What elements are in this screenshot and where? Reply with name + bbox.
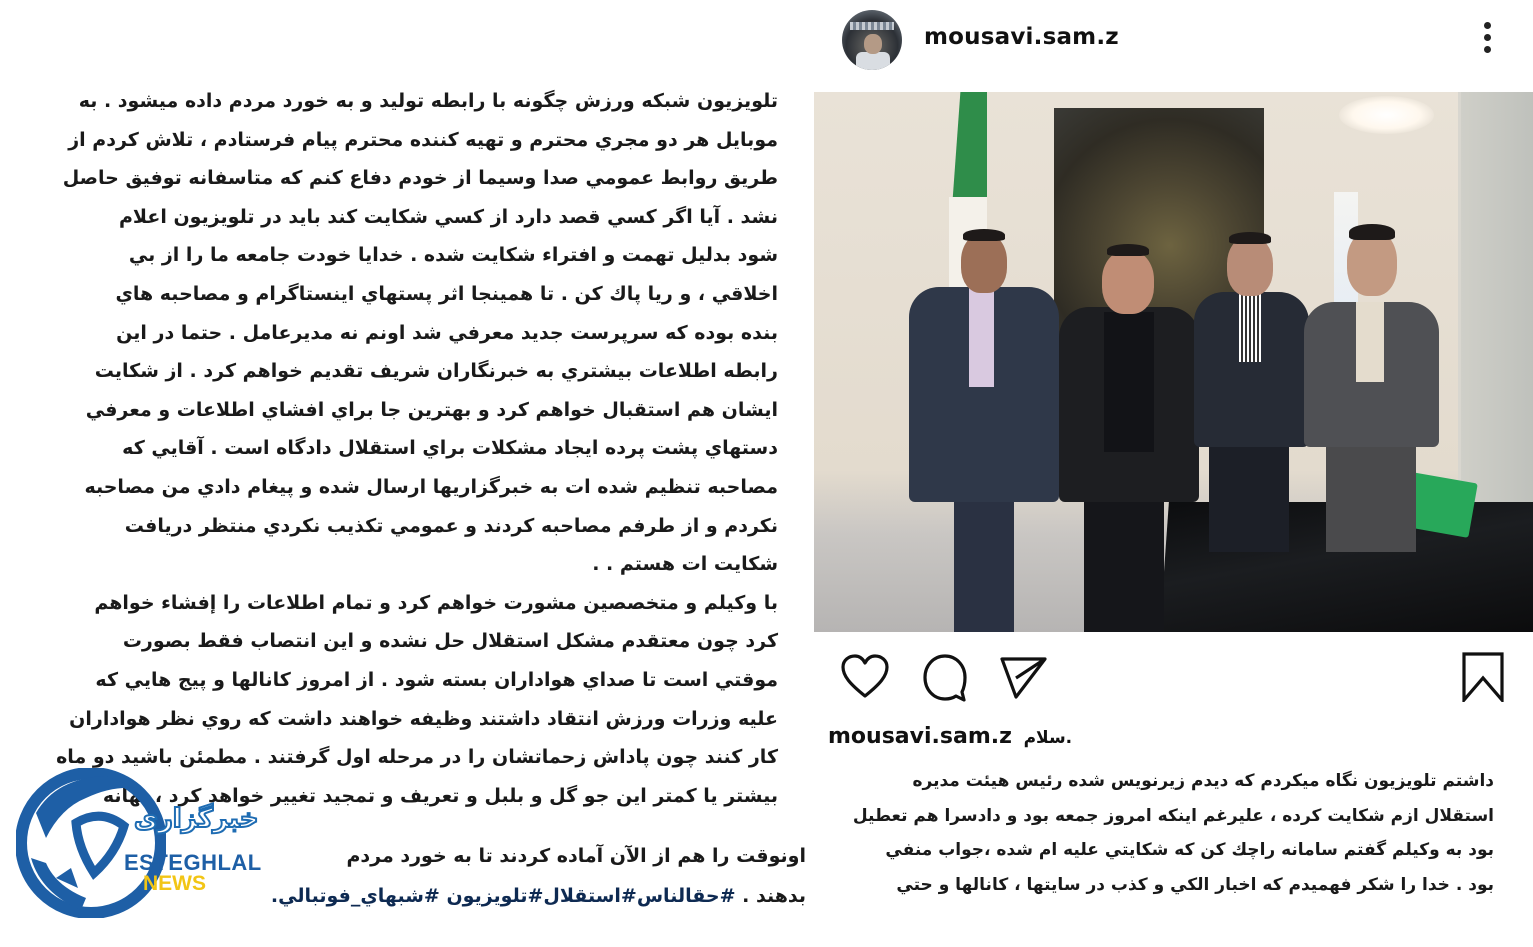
text-line: اونوقت را هم از الآن آماده كردند تا به خورد مردم — [346, 845, 806, 867]
text-line: نشد . آيا اگر كسي قصد دارد از كسي شكايت كند بايد در تلويزيون اعلام — [118, 205, 778, 228]
like-button[interactable] — [840, 654, 890, 700]
text-line: طريق روابط عمومي صدا وسيما از خودم دفاع كنم كه متاسفانه توفيق حاصل — [62, 167, 778, 190]
text-line: با وكيلم و متخصصين مشورت خواهم كرد و تمام اطلاعات را إفشاء خواهم — [94, 591, 778, 614]
caption-continuation — [56, 82, 778, 815]
more-options-button[interactable] — [1474, 22, 1500, 58]
photo-person — [909, 227, 1059, 632]
logo-title: ESTEGHLAL — [124, 850, 262, 875]
photo-person — [1304, 222, 1439, 552]
text-line: تلويزيون شبكه ورزش چگونه با رابطه توليد و به خورد مردم داده ميشود . به — [78, 90, 778, 112]
text-line: اخلاقي ، و ريا پاك كن . تا همينجا اثر پستهاي اينستاگرام و مصاحبه هاي — [115, 282, 778, 305]
post-actions — [814, 640, 1533, 720]
caption-tail — [270, 836, 806, 916]
more-vertical-icon — [1484, 22, 1491, 29]
text-line: كار كنند چون پاداش زحماتشان را در مرحله اول گرفتند . مطمئن باشيد دو ماه — [56, 746, 778, 769]
text-line: شود بدليل تهمت و افتراء شكايت شده . خدايا خودت جامعه ما را از بي — [128, 244, 778, 267]
text-line: عليه وزرات ورزش انتقاد داشتند وظيفه خواهند داشت كه روي نظر هواداران — [69, 707, 778, 730]
avatar-face — [864, 34, 882, 54]
comment-button[interactable] — [922, 654, 970, 702]
logo-persian-label: خبرگزاری — [134, 804, 259, 834]
more-dot — [1484, 46, 1491, 53]
heart-icon — [840, 654, 890, 700]
logo-subtitle: NEWS — [143, 872, 206, 895]
caption-line: استقلال ازم شكايت كرده ، عليرغم اينكه امروز جمعه بود و دادسرا هم تعطيل — [852, 805, 1494, 826]
text-line: شكايت ات هستم . . — [592, 553, 778, 576]
text-line: رابطه اطلاعات بيشتري به خبرنگاران شريف تقديم خواهم كرد . از شكايت — [94, 360, 778, 383]
photo-person — [1059, 242, 1199, 632]
hashtags[interactable]: #حقالناس#استقلال#تلويزيون #شبهاي_فوتبالي. — [270, 885, 736, 907]
caption-line: بود به وكيلم گفتم سامانه راچك كن كه شكايتي عليه ام شده ،جواب منفي — [885, 840, 1494, 860]
caption-greeting: سلام. — [1023, 728, 1073, 748]
avatar-bg — [850, 22, 894, 30]
post-photo[interactable] — [814, 92, 1533, 632]
hashtag-line — [270, 876, 806, 916]
text-line: كرد چون معتقدم مشكل استقلال حل نشده و اين انتصاب فقط بصورت — [122, 630, 778, 653]
text-line: دستهاي پشت پرده ايجاد مشكلات براي استقلال دادگاه است . آقايي كه — [122, 437, 778, 460]
save-button[interactable] — [1462, 652, 1504, 702]
avatar[interactable] — [842, 10, 902, 70]
photo-person — [1194, 232, 1309, 552]
text-line: مصاحبه تنظيم شده ات به خبرگزاريها ارسال شده و پيغام دادي من مصاحبه — [84, 475, 778, 498]
comment-icon — [922, 654, 970, 702]
text-line: موقتي است تا صداي هواداران بسته شود . از امروز كانالها و پيج هايي كه — [95, 668, 778, 691]
avatar-shirt — [856, 52, 890, 70]
more-dot — [1484, 34, 1491, 41]
text-line: بنده بوده كه سرپرست جديد معرفي شد اونم نه مديرعامل . حتما در اين — [116, 321, 778, 344]
instagram-post — [814, 0, 1533, 947]
caption-header — [828, 724, 1072, 749]
caption-username-link[interactable]: mousavi.sam.z — [828, 724, 1012, 749]
photo-light — [1339, 96, 1434, 134]
text-line: موبايل هر دو مجري محترم و تهيه كننده محترم پيام فرستادم ، تلاش كردم از — [68, 128, 778, 151]
username-link[interactable]: mousavi.sam.z — [924, 24, 1119, 50]
post-caption — [828, 764, 1494, 902]
text-line: نكردم و از طرفم مصاحبه كردند و عمومي تكذيب نكردي منتظر دريافت — [124, 514, 778, 537]
text-line: ايشان هم استقبال خواهم كرد و بهترين جا براي افشاي اطلاعات و معرفي — [85, 398, 778, 421]
esteghlal-news-logo — [16, 768, 262, 918]
caption-line: داشتم تلويزيون نگاه ميكردم كه ديدم زيرنويس شده رئيس هيئت مديره — [912, 771, 1494, 791]
bookmark-icon — [1462, 652, 1504, 702]
text-line: بيشتر يا كمتر اين جو گل و بلبل و تعريف و تمجيد تغيير خواهد كرد ، بهانه — [102, 784, 778, 807]
share-button[interactable] — [1000, 656, 1048, 700]
caption-line: بود . خدا را شكر فهميدم كه اخبار الكي و كذب در سايتها ، كانالها و حتي — [896, 874, 1494, 895]
tail-prefix: بدهند . — [742, 885, 806, 907]
post-header — [814, 0, 1533, 92]
send-icon — [1000, 656, 1048, 700]
